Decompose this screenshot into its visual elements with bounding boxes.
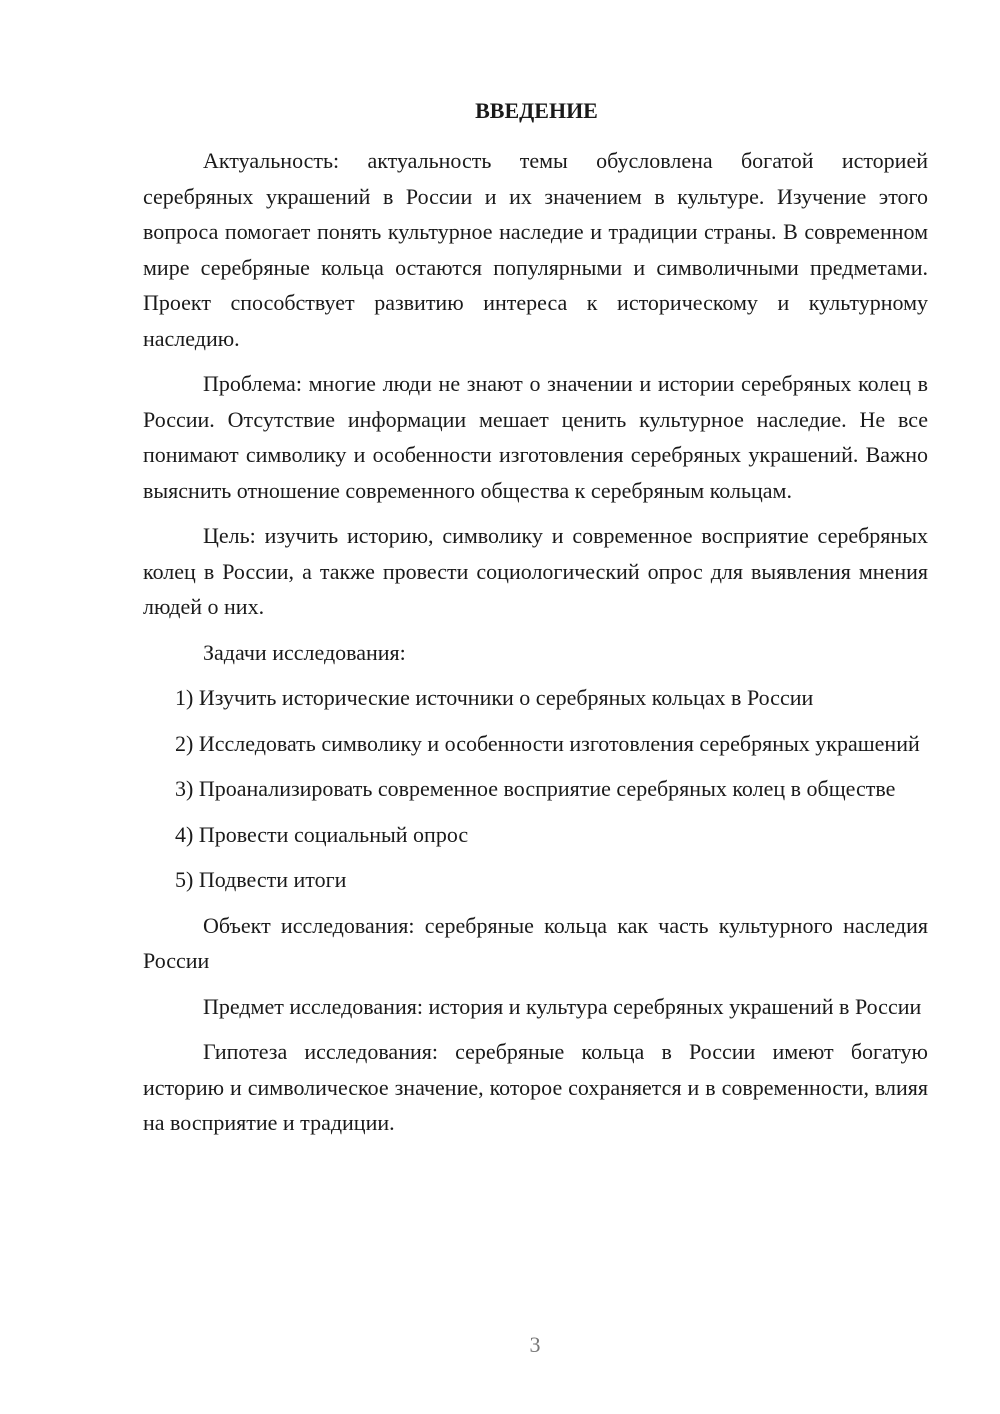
paragraph-subject: Предмет исследования: история и культура серебряных украшений в России <box>203 993 922 1019</box>
list-item: 3) Проанализировать современное восприятие серебряных колец в обществе <box>175 776 896 801</box>
paragraph-object: Объект исследования: серебряные кольца как часть культурного наследия России <box>143 912 928 973</box>
paragraph-hypothesis: Гипотеза исследования: серебряные кольца в России имеют богатую историю и символическое значение, которое сохраняется и в современности, влияя на восприятие и традиции. <box>143 1039 928 1135</box>
page-number: 3 <box>529 1332 541 1357</box>
paragraph-tasks-heading: Задачи исследования: <box>203 639 406 665</box>
list-item: 5) Подвести итоги <box>175 867 347 892</box>
paragraph-goal: Цель: изучить историю, символику и современное восприятие серебряных колец в России, а также провести социологический опрос для выявления мнения людей о них. <box>143 523 928 619</box>
paragraph-problem: Проблема: многие люди не знают о значении и истории серебряных колец в России. Отсутствие информации мешает ценить культурное наследие. Не все понимают символику и особенности изготовления серебряных украшений. Важно выяснить отношение современного общества к серебряным кольцам. <box>143 371 928 503</box>
list-item: 2) Исследовать символику и особенности изготовления серебряных украшений <box>175 730 920 756</box>
paragraph-relevance: Актуальность: актуальность темы обусловлена богатой историей серебряных украшений в России и их значением в культуре. Изучение этого вопроса помогает понять культурное наследие и традиции страны. В современном мире серебряные кольца остаются популярными и символичными предметами. Проект способствует развитию интереса к историческому и культурному наследию. <box>143 148 928 351</box>
list-item: 4) Провести социальный опрос <box>175 821 469 847</box>
document-page <box>143 95 928 1151</box>
page-title: ВВЕДЕНИЕ <box>475 98 598 123</box>
list-item: 1) Изучить исторические источники о серебряных кольцах в России <box>175 685 814 710</box>
